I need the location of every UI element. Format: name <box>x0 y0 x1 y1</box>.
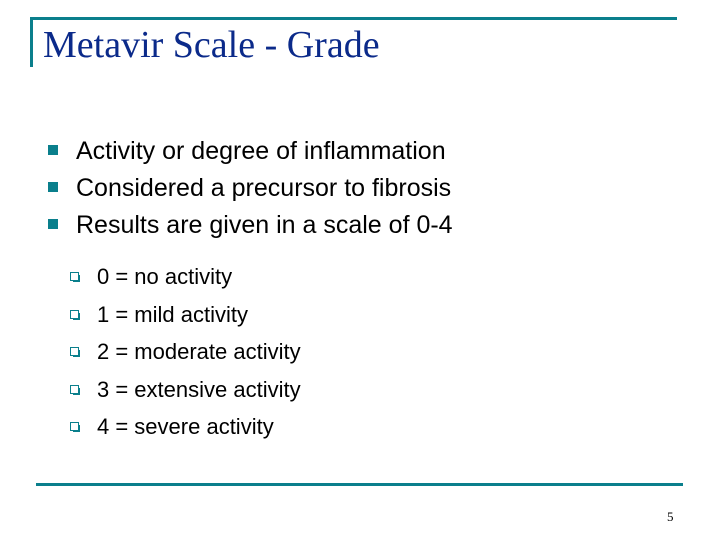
hollow-square-icon <box>70 347 79 356</box>
sub-bullet-text: 4 = severe activity <box>97 414 274 439</box>
bullet-text: Activity or degree of inflammation <box>76 137 446 165</box>
filled-square-icon <box>48 145 58 155</box>
filled-square-icon <box>48 219 58 229</box>
page-number: 5 <box>667 509 674 524</box>
footer-rule <box>36 483 683 486</box>
sub-bullet-text: 0 = no activity <box>97 264 233 289</box>
sub-bullet-text: 1 = mild activity <box>97 301 248 327</box>
hollow-square-icon <box>70 422 79 431</box>
title-frame-top-rule <box>30 17 677 20</box>
sub-bullet-text: 3 = extensive activity <box>97 376 301 402</box>
hollow-square-icon <box>70 310 79 319</box>
bullet-text: Considered a precursor to fibrosis <box>76 174 452 202</box>
hollow-square-icon <box>70 272 79 281</box>
filled-square-icon <box>48 182 58 192</box>
bullet-text: Results are given in a scale of 0-4 <box>76 211 453 239</box>
slide-title: Metavir Scale - Grade <box>43 24 380 66</box>
title-frame-left-rule <box>30 17 33 67</box>
hollow-square-icon <box>70 385 79 394</box>
sub-bullet-text: 2 = moderate activity <box>97 339 301 364</box>
